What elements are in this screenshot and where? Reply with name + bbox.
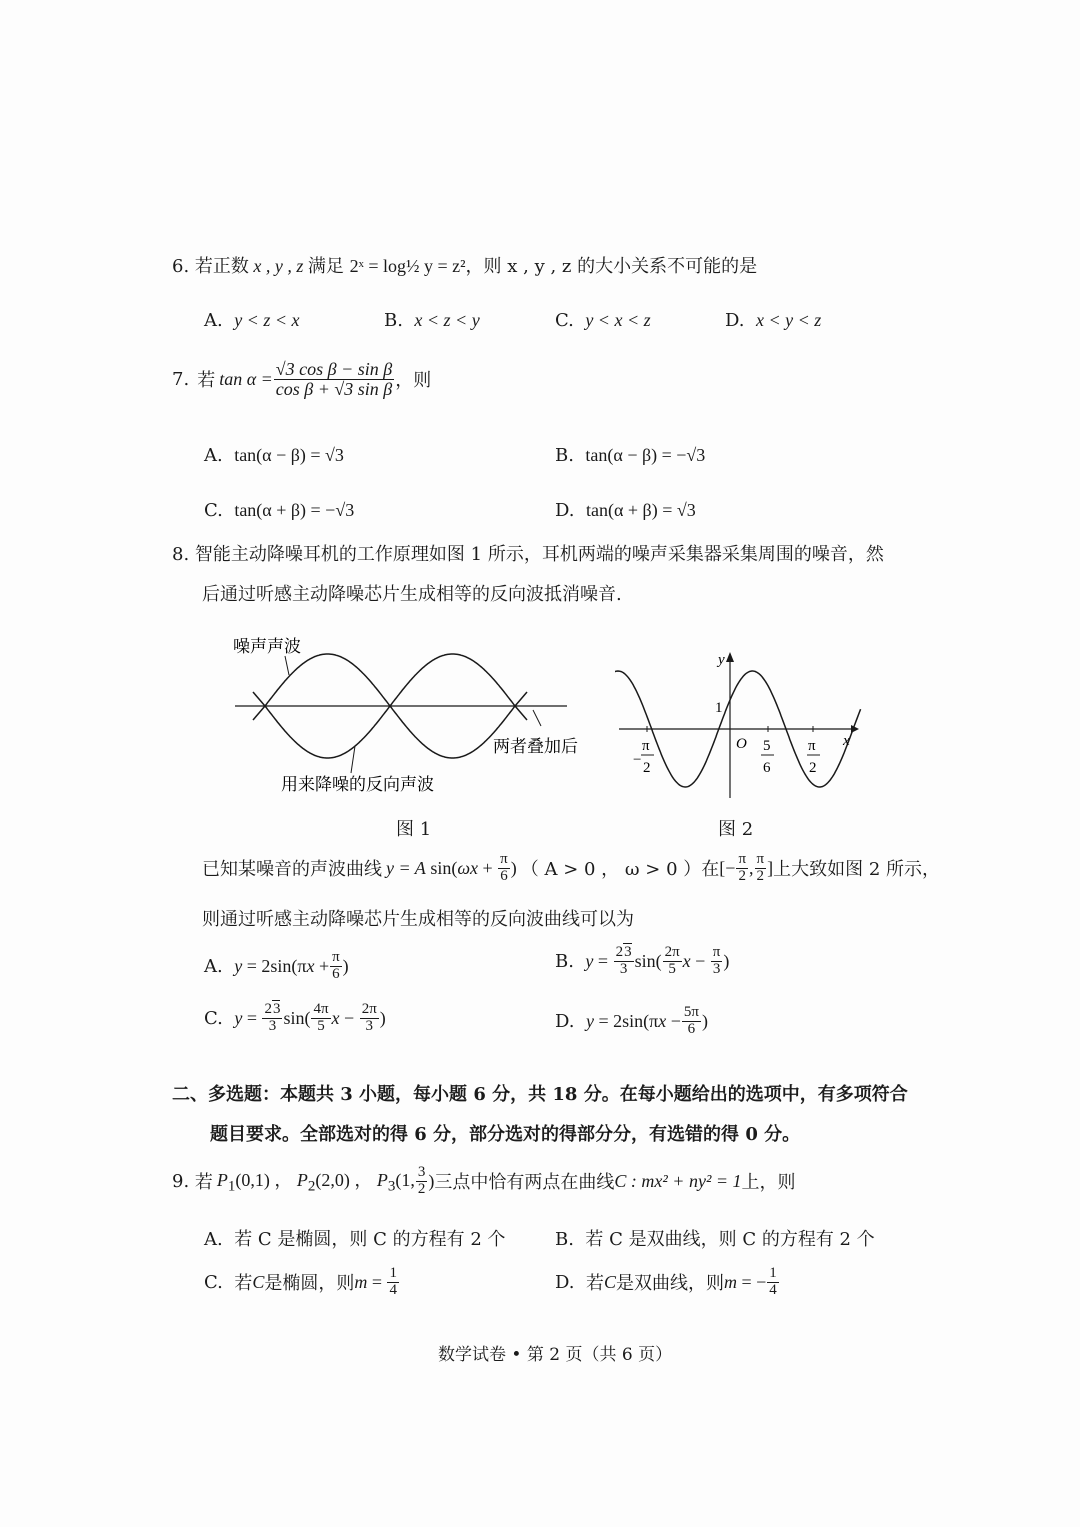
q8-option-a: A. y = 2sin(πx + $\frac{\pi}{6}$ ) [204,949,349,982]
section2-line2: 题目要求。全部选对的得 6 分，部分选对的得部分分，有选错的得 0 分。 [210,1124,801,1145]
q7-option-a: A. tan(α − β) = √3 [204,445,344,466]
fig2-label-pi: π [808,738,816,754]
q7-stem: 7. 若 tan α = $\frac{\text{√3 cos β − sin β}}{\text{cos β + √3 sin β}}$ ，则 [172,359,432,399]
fig1-sum-pointer [533,710,541,726]
fig2-label-x: x [843,733,850,749]
fig2-label-origin: O [736,736,747,752]
q7-option-c: C. tan(α + β) = −√3 [204,500,355,521]
fig1-label-sum: 两者叠加后 [493,737,578,756]
fig1-label-reverse: 用来降噪的反向声波 [281,775,434,794]
fig2-y-arrow [726,652,734,662]
q8-option-c: C. y = $\frac{23}{3}$ sin( $\frac{4\pi}{5}$ x − $\frac{2\pi}{3}$ ) [204,1001,386,1034]
fig2-label-neg-2: 2 [643,760,651,776]
fig1-label-noise: 噪声声波 [233,637,301,656]
q8-option-b: B. y = $\frac{23}{3}$ sin( $\frac{2\pi}{5}$ x − $\frac{\pi}{3}$ ) [555,944,730,977]
section2-line1: 二、多选题：本题共 3 小题，每小题 6 分，共 18 分。在每小题给出的选项中，有多项符合 [172,1084,908,1105]
q6-option-c: C. y < x < z [555,310,651,331]
q7-fraction: $\frac{\text{√3 cos β − sin β}}{\text{cos β + √3 sin β}}$ [275,359,393,399]
fig2-label-y1: 1 [715,700,723,716]
q8-line1: 8. 智能主动降噪耳机的工作原理如图 1 所示，耳机两端的噪声采集器采集周围的噪音，然 [172,544,884,565]
fig2-label-neg-pi: π [642,738,650,754]
fig1-reverse-pointer [351,746,355,773]
q6-number: 6. [172,256,190,277]
q6-equation: 2ˣ = log½ y = z² [349,256,466,276]
fig2-caption: 图 2 [718,819,754,840]
fig2-label-2: 2 [809,760,817,776]
figure-1 [225,628,605,808]
q6-option-b: B. x < z < y [384,310,480,331]
q6-option-d: D. x < y < z [725,310,822,331]
q9-option-c: C. 若 C 是椭圆，则 m = $\frac{1}{4}$ [204,1265,397,1298]
figure-2 [615,648,875,808]
q8-stem-line4: 则通过听感主动降噪芯片生成相等的反向波曲线可以为 [202,909,634,930]
q9-curve: C : mx² + ny² = 1 [614,1170,742,1191]
fig1-caption: 图 1 [396,819,432,840]
q9-option-a: A. 若 C 是椭圆，则 C 的方程有 2 个 [204,1229,506,1250]
q7-option-b: B. tan(α − β) = −√3 [555,445,706,466]
fig2-label-5: 5 [763,738,771,754]
fig2-label-neg-sign: − [633,752,642,768]
q9-option-d: D. 若 C 是双曲线，则 m = − $\frac{1}{4}$ [555,1265,777,1298]
fig2-label-y: y [718,652,725,668]
q7-option-d: D. tan(α + β) = √3 [555,500,696,521]
q6-option-a: A. y < z < x [204,310,300,331]
fig1-noise-pointer [285,656,289,675]
q8-line2: 后通过听感主动降噪芯片生成相等的反向波抵消噪音. [202,584,622,605]
q9-option-b: B. 若 C 是双曲线，则 C 的方程有 2 个 [555,1229,875,1250]
q8-stem-line3: 已知某噪音的声波曲线 y = A sin( ωx + $\frac{\pi}{6}$ ) （ A > 0 ， ω > 0 ）在 [− $\frac{\pi}{2}$ , $\frac{\pi}{2}$ ] 上大致如图 2 所示， [202,851,940,884]
page-footer: 数学试卷 • 第 2 页（共 6 页） [438,1345,673,1365]
q8-option-d: D. y = 2sin(πx − $\frac{5\pi}{6}$ ) [555,1004,708,1037]
fig2-label-6: 6 [763,760,771,776]
q9-stem: 9. 若 $P_1(0,1)$ ， $P_2(2,0)$ ， $P_3(1$, $\frac{3}{2}$ ) 三点中恰有两点在曲线 C : mx² + ny² = 1 上，则 [172,1164,796,1197]
q6-stem: 6. 若正数 x , y , z 满足 2ˣ = log½ y = z²，则 x , y , z 的大小关系不可能的是 [172,256,758,277]
